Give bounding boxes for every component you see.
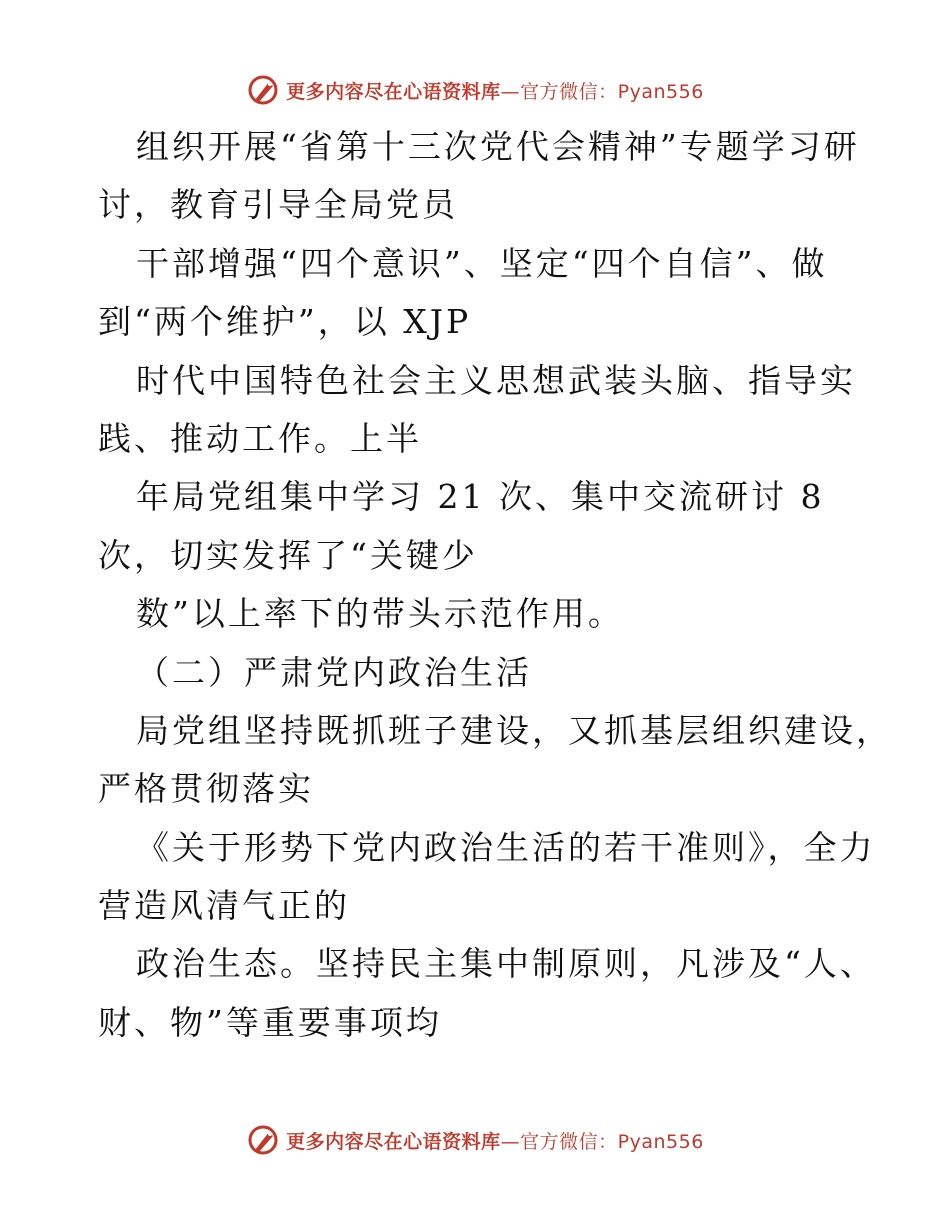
text-line: 次，切实发挥了“关键少: [98, 535, 478, 575]
banner-dash: —: [500, 1130, 521, 1153]
banner-sub-text: 官方微信：Pyan556: [520, 80, 704, 103]
footer-banner: [0, 1118, 950, 1162]
text-line: 践、推动工作。上半: [98, 418, 422, 458]
text-line: 时代中国特色社会主义思想武装头脑、指导实: [136, 360, 856, 400]
header-banner: [0, 68, 950, 112]
text-line: 营造风清气正的: [98, 886, 350, 926]
banner-main-text: 更多内容尽在心语资料库: [286, 1130, 501, 1153]
text-line: 到“两个维护”，以 XJP: [98, 302, 472, 342]
text-line: 组织开展“省第十三次党代会精神”专题学习研: [136, 127, 860, 166]
banner-text: [286, 77, 704, 104]
text-line: 数”以上率下的带头示范作用。: [136, 594, 624, 634]
pen-nib-logo-icon: [246, 73, 280, 107]
document-body: [98, 118, 892, 1052]
text-line: 政治生态。坚持民主集中制原则，凡涉及“人、: [136, 944, 876, 984]
banner-text: [286, 1127, 704, 1154]
section-heading: （二）严肃党内政治生活: [136, 652, 532, 692]
text-line: 年局党组集中学习 21 次、集中交流研讨 8: [136, 477, 825, 517]
text-line: 《关于形势下党内政治生活的若干准则》，全力: [136, 827, 876, 867]
banner-dash: —: [500, 80, 521, 103]
pen-nib-logo-icon: [246, 1123, 280, 1157]
banner-main-text: 更多内容尽在心语资料库: [286, 80, 501, 103]
text-line: 讨，教育引导全局党员: [98, 185, 458, 225]
text-line: 严格贯彻落实: [98, 769, 314, 809]
text-line: 财、物”等重要事项均: [98, 1002, 442, 1042]
banner-sub-text: 官方微信：Pyan556: [520, 1130, 704, 1153]
text-line: 局党组坚持既抓班子建设，又抓基层组织建设，: [136, 710, 892, 750]
text-line: 干部增强“四个意识”、坚定“四个自信”、做: [136, 243, 828, 283]
